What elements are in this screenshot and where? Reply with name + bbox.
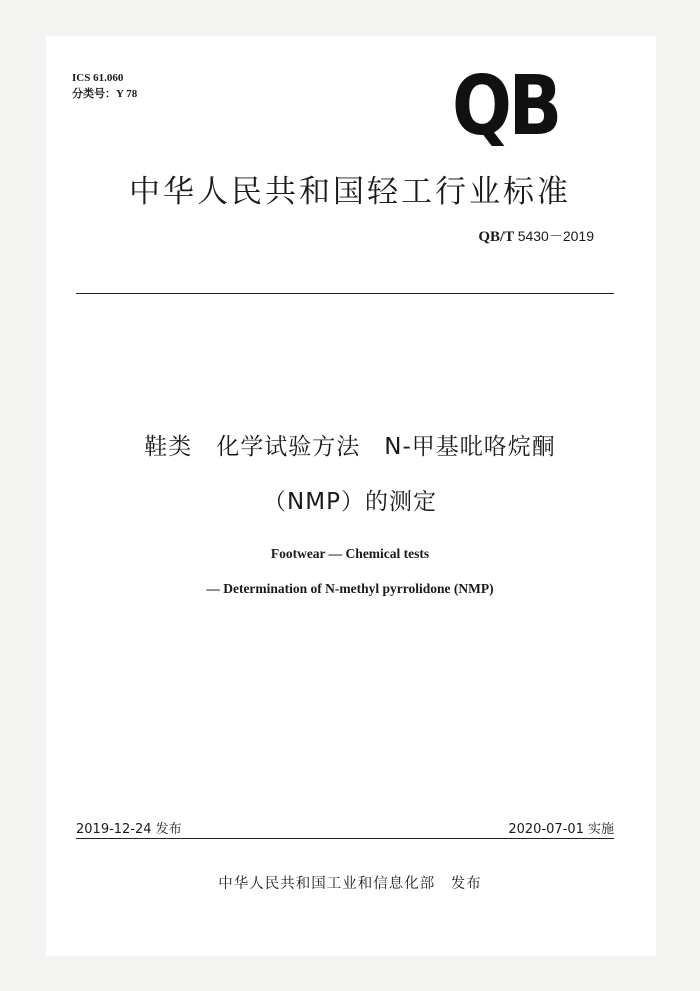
ics-code: ICS 61.060 bbox=[72, 72, 124, 84]
implementation-date: 2020-07-01 实施 bbox=[508, 822, 614, 837]
top-divider bbox=[76, 293, 614, 294]
qb-logo: QB bbox=[452, 59, 559, 154]
standard-number-value: 5430－2019 bbox=[517, 228, 594, 244]
classification-code: 分类号：Y 78 bbox=[72, 88, 138, 100]
issue-date: 2019-12-24 发布 bbox=[76, 822, 182, 837]
chinese-title-line2: （NMP）的测定 bbox=[263, 489, 437, 515]
standard-meta bbox=[72, 70, 137, 102]
publisher: 中华人民共和国工业和信息化部 发布 bbox=[218, 876, 482, 892]
english-title-line2: — Determination of N-methyl pyrrolidone (NMP) bbox=[206, 581, 494, 596]
standard-number bbox=[478, 226, 594, 246]
chinese-title-line1: 鞋类 化学试验方法 N-甲基吡咯烷酮 bbox=[144, 434, 556, 460]
standard-category-title: 中华人民共和国轻工行业标准 bbox=[129, 174, 571, 210]
bottom-divider bbox=[76, 838, 614, 839]
standard-number-prefix: QB/T bbox=[478, 229, 514, 245]
english-title-line1: Footwear — Chemical tests bbox=[270, 546, 430, 561]
